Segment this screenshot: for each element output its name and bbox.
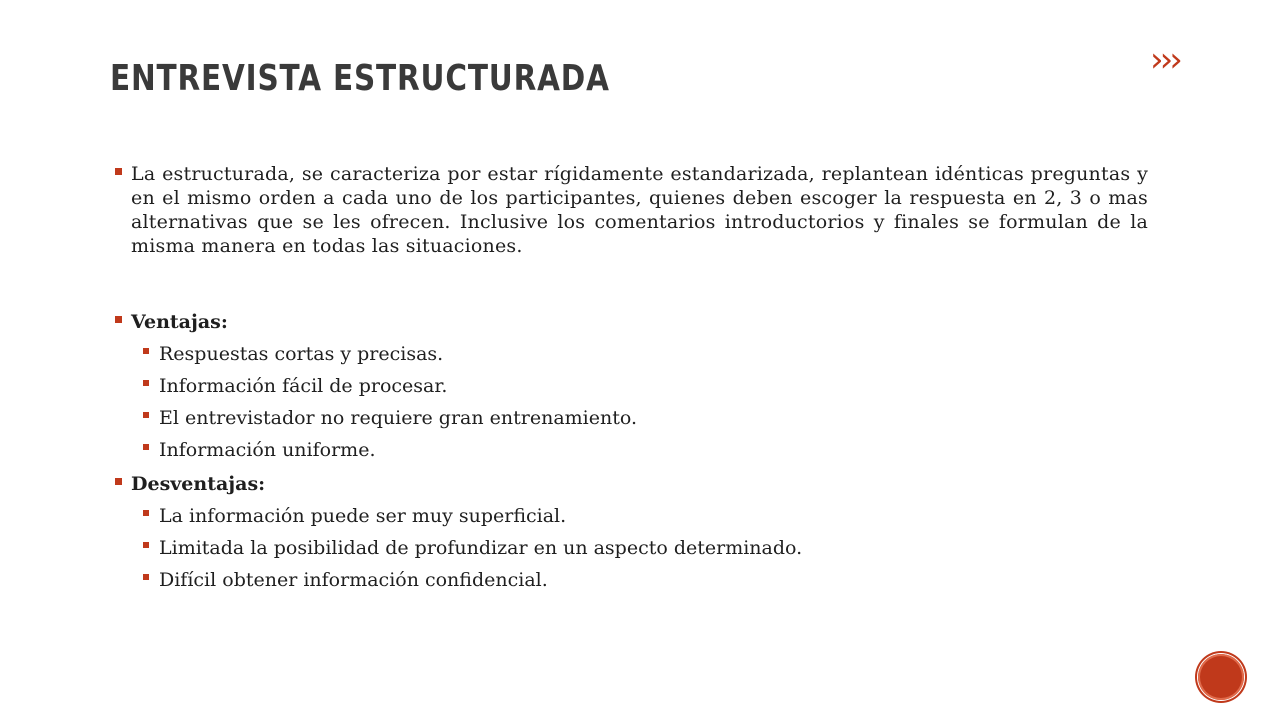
intro-paragraph: [114, 162, 1148, 258]
list-item-text: Información fácil de procesar.: [159, 375, 448, 397]
square-bullet-icon: [143, 412, 149, 418]
list-item-text: Información uniforme.: [159, 439, 376, 461]
list-item-text: Difícil obtener información confidencial.: [159, 569, 548, 591]
list-item: [142, 536, 1148, 560]
list-item-text: El entrevistador no requiere gran entrenamiento.: [159, 407, 638, 429]
list-item: [142, 568, 1148, 592]
square-bullet-icon: [143, 380, 149, 386]
square-bullet-icon: [143, 542, 149, 548]
desventajas-heading: [114, 472, 1148, 496]
list-item: [142, 342, 1148, 366]
ventajas-heading-text: Ventajas:: [131, 311, 228, 333]
list-item-text: Limitada la posibilidad de profundizar en un aspecto determinado.: [159, 537, 803, 559]
square-bullet-icon: [143, 574, 149, 580]
list-item: [142, 406, 1148, 430]
list-item-text: Respuestas cortas y precisas.: [159, 343, 444, 365]
ventajas-list: [142, 342, 1148, 462]
slide-title: ENTREVISTA ESTRUCTURADA: [110, 58, 610, 99]
list-item: [142, 438, 1148, 462]
square-bullet-icon: [143, 348, 149, 354]
desventajas-heading-text: Desventajas:: [131, 473, 266, 495]
list-item: [142, 374, 1148, 398]
square-bullet-icon: [143, 444, 149, 450]
list-item: [142, 504, 1148, 528]
square-bullet-icon: [115, 316, 122, 323]
ventajas-heading: [114, 310, 1148, 334]
slide-content: [114, 162, 1148, 600]
square-bullet-icon: [143, 510, 149, 516]
intro-text: La estructurada, se caracteriza por estar rígidamente estandarizada, replantean idénticas preguntas y en el mismo orden a cada uno de los participantes, quienes deben escoger la respuesta en 2, 3 o mas alternativas que se les ofrecen. Inclusive los comentarios introductorios y finales se formulan de la misma manera en todas las situaciones.: [131, 163, 1148, 257]
square-bullet-icon: [115, 478, 122, 485]
double-chevron-right-icon: ›››: [1150, 40, 1179, 80]
desventajas-list: [142, 504, 1148, 592]
square-bullet-icon: [115, 168, 122, 175]
list-item-text: La información puede ser muy superficial.: [159, 505, 567, 527]
circle-logo-icon: [1198, 654, 1244, 700]
